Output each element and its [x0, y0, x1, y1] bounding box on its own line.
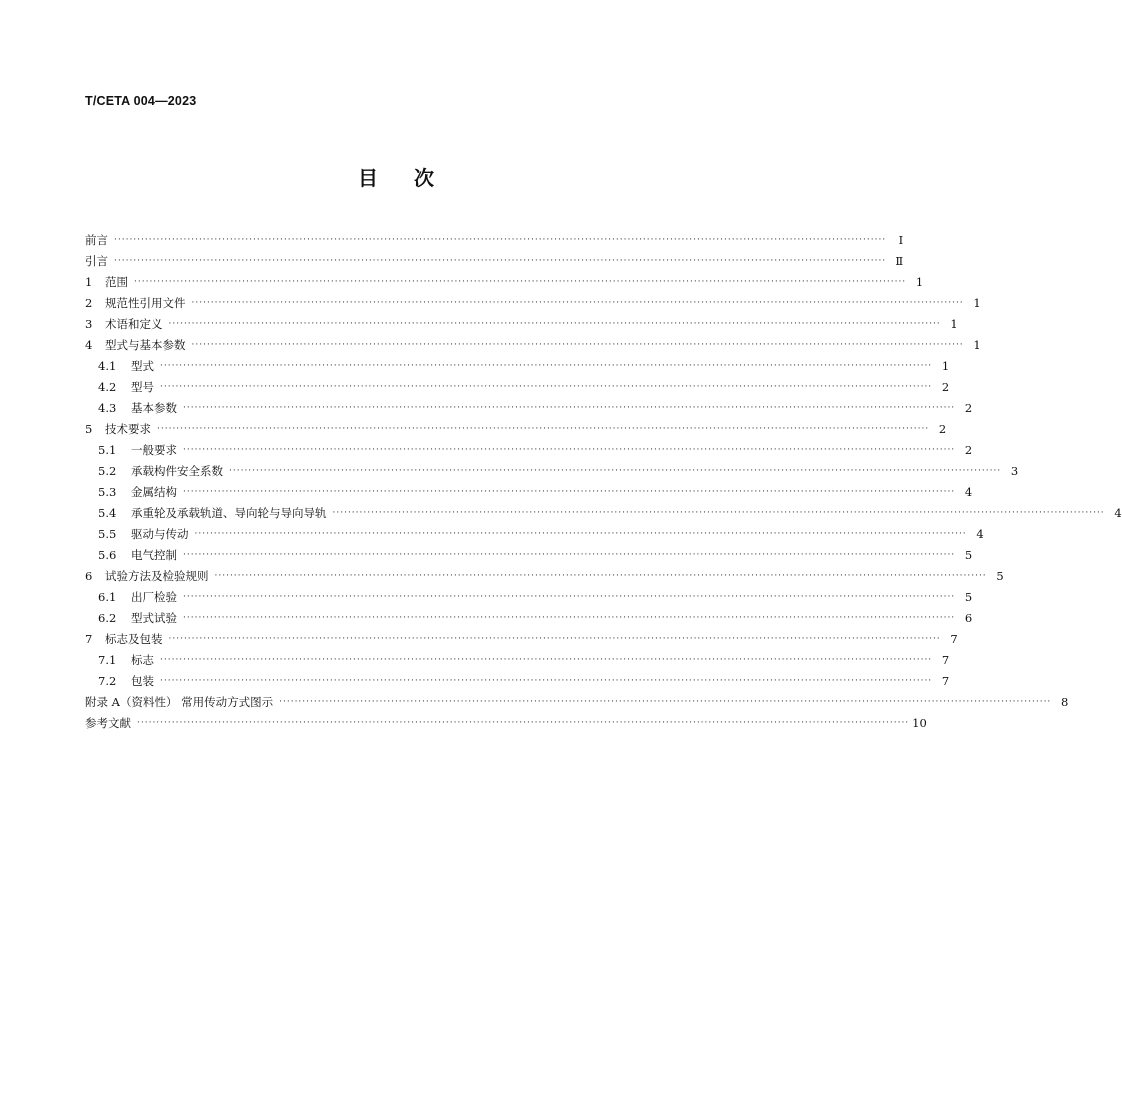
toc-entry-page-number: 1 — [973, 296, 981, 310]
page-title-part-2: 次 — [414, 166, 434, 190]
toc-dot-leader: ········································································································································································································ — [160, 361, 933, 371]
toc-entry-title: 试验方法及检验规则 — [105, 569, 209, 583]
toc-dot-leader: ········································································································································································································ — [191, 340, 964, 350]
toc-entry-title: 出厂检验 — [131, 590, 177, 604]
toc-entry-number: 4.2 — [98, 380, 117, 394]
toc-entry-number: 7.2 — [98, 674, 117, 688]
toc-entry[interactable] — [85, 289, 981, 310]
toc-entry-number: 6.1 — [98, 590, 117, 604]
toc-entry[interactable] — [85, 583, 973, 604]
toc-entry[interactable] — [85, 352, 950, 373]
toc-entry-page-number: 4 — [964, 485, 973, 499]
toc-entry-title: 附录 A（资料性） 常用传动方式图示 — [85, 695, 274, 709]
page-title — [0, 162, 792, 191]
toc-entry-number: 4.3 — [98, 401, 117, 415]
toc-entry-page-number: 1 — [941, 359, 950, 373]
toc-entry-title: 参考文献 — [85, 716, 131, 730]
toc-entry-title: 规范性引用文件 — [105, 296, 186, 310]
toc-entry-title: 型式与基本参数 — [105, 338, 186, 352]
toc-entry-page-number: 1 — [950, 317, 958, 331]
toc-entry-number: 5.3 — [98, 485, 117, 499]
toc-dot-leader: ········································································································································································································ — [114, 235, 887, 245]
toc-entry-page-number: 3 — [1010, 464, 1019, 478]
toc-entry-title: 型号 — [131, 380, 154, 394]
toc-entry-page-number: Ⅰ — [898, 233, 904, 247]
toc-entry-number: 6.2 — [98, 611, 117, 625]
toc-entry-number: 5.1 — [98, 443, 117, 457]
toc-entry-number: 5 — [85, 422, 93, 436]
toc-entry-title: 驱动与传动 — [131, 527, 189, 541]
toc-entry-number: 1 — [85, 275, 93, 289]
toc-entry[interactable] — [85, 457, 1019, 478]
toc-entry[interactable] — [85, 247, 904, 268]
toc-dot-leader: ········································································································································································································ — [183, 403, 956, 413]
toc-dot-leader: ········································································································································································································ — [214, 571, 987, 581]
toc-entry-page-number: 8 — [1060, 695, 1069, 709]
toc-entry[interactable] — [85, 436, 973, 457]
toc-entry[interactable] — [85, 541, 973, 562]
toc-entry[interactable] — [85, 310, 958, 331]
toc-dot-leader: ········································································································································································································ — [157, 424, 930, 434]
toc-entry-page-number: 4 — [976, 527, 984, 541]
toc-entry-title: 承载构件安全系数 — [131, 464, 223, 478]
toc-dot-leader: ········································································································································································································ — [183, 613, 956, 623]
toc-entry-page-number: 2 — [938, 422, 947, 436]
toc-entry[interactable] — [85, 604, 973, 625]
toc-entry-number: 2 — [85, 296, 93, 310]
page-title-part-1: 目 — [358, 166, 378, 190]
toc-entry[interactable] — [85, 709, 927, 730]
toc-entry-number: 4 — [85, 338, 93, 352]
toc-entry-number: 5.6 — [98, 548, 117, 562]
toc-entry[interactable] — [85, 268, 924, 289]
toc-dot-leader: ········································································································································································································ — [160, 655, 933, 665]
toc-entry-number: 5.2 — [98, 464, 117, 478]
toc-entry[interactable] — [85, 331, 981, 352]
toc-entry[interactable] — [85, 415, 947, 436]
toc-entry-page-number: Ⅱ — [895, 254, 904, 268]
toc-dot-leader: ········································································································································································································ — [137, 718, 910, 728]
toc-entry-page-number: 5 — [996, 569, 1004, 583]
toc-entry[interactable] — [85, 688, 1069, 709]
toc-entry[interactable] — [85, 625, 958, 646]
toc-entry-number: 5.5 — [98, 527, 117, 541]
toc-entry-title: 引言 — [85, 254, 108, 268]
toc-dot-leader: ········································································································································································································ — [114, 256, 887, 266]
toc-entry[interactable] — [85, 562, 1004, 583]
toc-dot-leader: ········································································································································································································ — [160, 676, 933, 686]
toc-entry-number: 7.1 — [98, 653, 117, 667]
toc-dot-leader: ········································································································································································································ — [279, 697, 1052, 707]
toc-entry-title: 术语和定义 — [105, 317, 163, 331]
toc-entry-title: 范围 — [105, 275, 128, 289]
toc-entry[interactable] — [85, 520, 984, 541]
toc-entry-title: 一般要求 — [131, 443, 177, 457]
toc-dot-leader: ········································································································································································································ — [183, 550, 956, 560]
toc-entry-title: 承重轮及承载轨道、导向轮与导向导轨 — [131, 506, 327, 520]
toc-entry[interactable] — [85, 394, 973, 415]
toc-dot-leader: ········································································································································································································ — [134, 277, 907, 287]
toc-dot-leader: ········································································································································································································ — [183, 592, 956, 602]
toc-entry-title: 技术要求 — [105, 422, 151, 436]
toc-dot-leader: ········································································································································································································ — [332, 508, 1105, 518]
toc-entry-page-number: 7 — [941, 674, 950, 688]
toc-entry-number: 5.4 — [98, 506, 117, 520]
toc-entry-page-number: 1 — [973, 338, 981, 352]
toc-entry-page-number: 10 — [912, 716, 927, 730]
toc-entry-title: 包装 — [131, 674, 154, 688]
toc-dot-leader: ········································································································································································································ — [183, 487, 956, 497]
document-id: T/CETA 004—2023 — [85, 94, 197, 108]
toc-entry-number: 4.1 — [98, 359, 117, 373]
table-of-contents — [85, 226, 1122, 730]
toc-entry-title: 标志 — [131, 653, 154, 667]
toc-entry-title: 型式 — [131, 359, 154, 373]
toc-entry-title: 型式试验 — [131, 611, 177, 625]
toc-entry[interactable] — [85, 373, 950, 394]
toc-entry-title: 金属结构 — [131, 485, 177, 499]
toc-entry-title: 电气控制 — [131, 548, 177, 562]
toc-dot-leader: ········································································································································································································ — [183, 445, 956, 455]
toc-entry-number: 6 — [85, 569, 93, 583]
toc-entry-title: 标志及包装 — [105, 632, 163, 646]
toc-entry-title: 基本参数 — [131, 401, 177, 415]
toc-dot-leader: ········································································································································································································ — [160, 382, 933, 392]
toc-entry[interactable] — [85, 226, 904, 247]
toc-entry-page-number: 4 — [1114, 506, 1122, 520]
toc-entry-title: 前言 — [85, 233, 108, 247]
toc-entry-page-number: 2 — [964, 443, 973, 457]
toc-entry-page-number: 7 — [950, 632, 958, 646]
toc-entry[interactable] — [85, 646, 950, 667]
toc-dot-leader: ········································································································································································································ — [229, 466, 1002, 476]
toc-entry-number: 7 — [85, 632, 93, 646]
toc-dot-leader: ········································································································································································································ — [168, 634, 941, 644]
toc-entry[interactable] — [85, 499, 1122, 520]
toc-dot-leader: ········································································································································································································ — [194, 529, 967, 539]
toc-entry-page-number: 1 — [915, 275, 924, 289]
toc-dot-leader: ········································································································································································································ — [191, 298, 964, 308]
toc-dot-leader: ········································································································································································································ — [168, 319, 941, 329]
toc-entry[interactable] — [85, 478, 973, 499]
toc-entry-page-number: 2 — [964, 401, 973, 415]
toc-entry-number: 3 — [85, 317, 93, 331]
toc-entry-page-number: 2 — [941, 380, 950, 394]
toc-entry-page-number: 5 — [964, 548, 973, 562]
toc-entry-page-number: 7 — [941, 653, 950, 667]
toc-entry[interactable] — [85, 667, 950, 688]
toc-entry-page-number: 6 — [964, 611, 973, 625]
toc-entry-page-number: 5 — [964, 590, 973, 604]
